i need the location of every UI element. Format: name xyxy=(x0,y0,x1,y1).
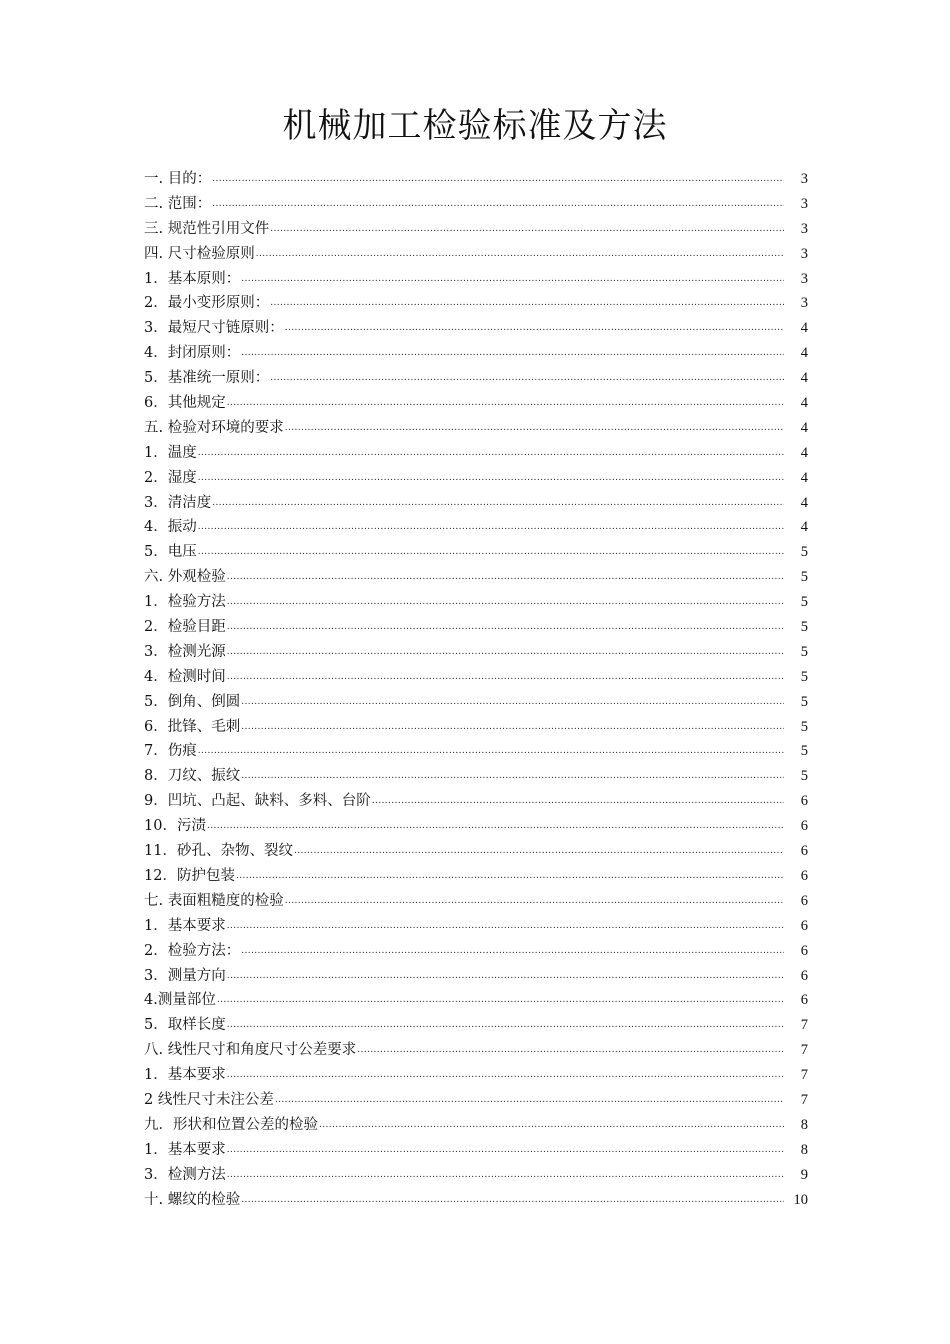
toc-entry-label: 六. 外观检验 xyxy=(144,569,226,586)
toc-entry-page-number: 6 xyxy=(800,917,808,934)
dot-leader xyxy=(270,291,784,316)
toc-entry[interactable] xyxy=(144,267,808,292)
toc-entry[interactable] xyxy=(144,864,808,889)
dot-leader xyxy=(227,1013,784,1038)
toc-entry-label: 5．基准统一原则： xyxy=(144,370,270,387)
toc-entry-page-number: 10 xyxy=(793,1191,808,1208)
dot-leader xyxy=(270,366,784,391)
toc-entry-page-number: 5 xyxy=(800,743,808,760)
toc-entry-label: 11．砂孔、杂物、裂纹 xyxy=(144,843,293,860)
dot-leader xyxy=(275,1088,784,1113)
toc-entry[interactable] xyxy=(144,739,808,764)
toc-entry-label: 二. 范围： xyxy=(144,195,212,212)
document-title: 机械加工检验标准及方法 xyxy=(282,106,668,146)
toc-entry[interactable] xyxy=(144,1038,808,1063)
toc-entry-page-number: 6 xyxy=(800,942,808,959)
toc-entry-page-number: 4 xyxy=(800,395,808,412)
table-of-contents xyxy=(144,167,808,1212)
toc-entry[interactable] xyxy=(144,690,808,715)
toc-entry-page-number: 3 xyxy=(800,220,808,237)
dot-leader xyxy=(212,192,784,217)
toc-entry[interactable] xyxy=(144,964,808,989)
toc-entry-label: 2 线性尺寸未注公差 xyxy=(144,1091,274,1108)
toc-entry-label: 5．电压 xyxy=(144,544,197,561)
dot-leader xyxy=(227,615,784,640)
toc-entry-page-number: 6 xyxy=(800,892,808,909)
toc-entry-page-number: 7 xyxy=(800,1067,808,1084)
dot-leader xyxy=(227,1138,784,1163)
toc-entry-page-number: 6 xyxy=(800,867,808,884)
toc-entry-label: 4．封闭原则： xyxy=(144,345,241,362)
dot-leader xyxy=(241,715,784,740)
toc-entry-label: 1．基本要求 xyxy=(144,1141,226,1158)
toc-entry-label: 1．基本要求 xyxy=(144,917,226,934)
toc-entry[interactable] xyxy=(144,839,808,864)
dot-leader xyxy=(241,267,784,292)
toc-entry-page-number: 5 xyxy=(800,718,808,735)
dot-leader xyxy=(198,739,784,764)
toc-entry-page-number: 5 xyxy=(800,668,808,685)
toc-entry[interactable] xyxy=(144,441,808,466)
toc-entry[interactable] xyxy=(144,615,808,640)
dot-leader xyxy=(227,640,784,665)
toc-entry-label: 1．温度 xyxy=(144,444,197,461)
toc-entry-page-number: 6 xyxy=(800,793,808,810)
toc-entry[interactable] xyxy=(144,217,808,242)
toc-entry-page-number: 8 xyxy=(800,1116,808,1133)
toc-entry-page-number: 3 xyxy=(800,270,808,287)
toc-entry[interactable] xyxy=(144,565,808,590)
toc-entry[interactable] xyxy=(144,814,808,839)
toc-entry-label: 9．凹坑、凸起、缺料、多料、台阶 xyxy=(144,793,371,810)
toc-entry-label: 12．防护包装 xyxy=(144,867,235,884)
dot-leader xyxy=(319,1113,784,1138)
dot-leader xyxy=(372,789,784,814)
toc-entry-page-number: 7 xyxy=(800,1091,808,1108)
toc-entry[interactable] xyxy=(144,242,808,267)
toc-entry-label: 2．最小变形原则： xyxy=(144,295,270,312)
dot-leader xyxy=(227,964,784,989)
toc-entry[interactable] xyxy=(144,540,808,565)
toc-entry-page-number: 4 xyxy=(800,519,808,536)
toc-entry-label: 3．检测光源 xyxy=(144,643,226,660)
toc-entry-page-number: 6 xyxy=(800,818,808,835)
toc-entry-label: 2．检验目距 xyxy=(144,619,226,636)
toc-entry-label: 3．检测方法 xyxy=(144,1166,226,1183)
toc-entry-page-number: 5 xyxy=(800,768,808,785)
toc-entry-page-number: 3 xyxy=(800,171,808,187)
toc-entry-label: 4．振动 xyxy=(144,519,197,536)
toc-entry-label: 10．污渍 xyxy=(144,818,206,835)
dot-leader xyxy=(227,391,784,416)
dot-leader xyxy=(198,441,784,466)
toc-entry-label: 七. 表面粗糙度的检验 xyxy=(144,892,284,909)
toc-entry-page-number: 6 xyxy=(800,843,808,860)
toc-entry-page-number: 4 xyxy=(800,320,808,337)
toc-entry-page-number: 5 xyxy=(800,594,808,611)
toc-entry-page-number: 6 xyxy=(800,967,808,984)
toc-entry[interactable] xyxy=(144,889,808,914)
toc-entry[interactable] xyxy=(144,1163,808,1188)
toc-entry[interactable] xyxy=(144,192,808,217)
dot-leader xyxy=(256,242,784,267)
dot-leader xyxy=(227,1063,784,1088)
toc-entry-label: 1．检验方法 xyxy=(144,594,226,611)
toc-entry-label: 3．测量方向 xyxy=(144,967,226,984)
toc-entry-page-number: 8 xyxy=(800,1141,808,1158)
toc-entry[interactable] xyxy=(144,1088,808,1113)
toc-entry-label: 3．最短尺寸链原则： xyxy=(144,320,284,337)
toc-entry-label: 十. 螺纹的检验 xyxy=(144,1191,241,1208)
toc-entry-label: 三. 规范性引用文件 xyxy=(144,220,270,237)
toc-entry-page-number: 4 xyxy=(800,345,808,362)
toc-entry[interactable] xyxy=(144,391,808,416)
toc-entry-page-number: 5 xyxy=(800,544,808,561)
dot-leader xyxy=(241,1188,784,1213)
toc-entry-page-number: 3 xyxy=(800,195,808,212)
toc-entry-page-number: 4 xyxy=(800,419,808,436)
toc-entry[interactable] xyxy=(144,640,808,665)
dot-leader xyxy=(207,814,784,839)
toc-entry-label: 7．伤痕 xyxy=(144,743,197,760)
toc-entry-label: 四. 尺寸检验原则 xyxy=(144,245,255,262)
dot-leader xyxy=(241,341,784,366)
toc-entry-label: 1．基本要求 xyxy=(144,1067,226,1084)
dot-leader xyxy=(227,665,784,690)
toc-entry[interactable] xyxy=(144,366,808,391)
toc-entry-label: 1．基本原则： xyxy=(144,270,241,287)
toc-entry[interactable] xyxy=(144,1013,808,1038)
toc-entry-page-number: 4 xyxy=(800,444,808,461)
toc-entry[interactable] xyxy=(144,1063,808,1088)
dot-leader xyxy=(198,466,784,491)
dot-leader xyxy=(270,217,784,242)
toc-entry[interactable] xyxy=(144,715,808,740)
toc-entry-label: 8．刀纹、振纹 xyxy=(144,768,241,785)
toc-entry-label: 5．倒角、倒圆 xyxy=(144,693,241,710)
toc-entry[interactable] xyxy=(144,789,808,814)
dot-leader xyxy=(241,764,784,789)
toc-entry-label: 九．形状和位置公差的检验 xyxy=(144,1116,318,1133)
toc-entry-label: 6．批锋、毛刺 xyxy=(144,718,241,735)
dot-leader xyxy=(241,690,784,715)
toc-entry-page-number: 3 xyxy=(800,295,808,312)
toc-entry-page-number: 5 xyxy=(800,693,808,710)
toc-entry-label: 6．其他规定 xyxy=(144,395,226,412)
toc-entry-label: 3．清洁度 xyxy=(144,494,212,511)
dot-leader xyxy=(227,590,784,615)
toc-entry-label: 4．检测时间 xyxy=(144,668,226,685)
dot-leader xyxy=(285,889,784,914)
dot-leader xyxy=(212,167,784,192)
toc-entry[interactable] xyxy=(144,1113,808,1138)
toc-entry-label: 2．检验方法： xyxy=(144,942,241,959)
dot-leader xyxy=(227,565,784,590)
toc-entry-page-number: 7 xyxy=(800,1017,808,1034)
toc-entry-page-number: 4 xyxy=(800,469,808,486)
toc-entry[interactable] xyxy=(144,515,808,540)
toc-entry-label: 5．取样长度 xyxy=(144,1017,226,1034)
toc-entry-label: 五. 检验对环境的要求 xyxy=(144,419,284,436)
toc-entry[interactable] xyxy=(144,416,808,441)
toc-entry-page-number: 4 xyxy=(800,370,808,387)
toc-entry[interactable] xyxy=(144,665,808,690)
toc-entry[interactable] xyxy=(144,1138,808,1163)
toc-entry-label: 4.测量部位 xyxy=(144,992,216,1009)
dot-leader xyxy=(285,316,784,341)
toc-entry-page-number: 7 xyxy=(800,1042,808,1059)
toc-entry-label: 2．湿度 xyxy=(144,469,197,486)
toc-entry-page-number: 6 xyxy=(800,992,808,1009)
dot-leader xyxy=(241,939,784,964)
dot-leader xyxy=(236,864,784,889)
toc-entry[interactable] xyxy=(144,291,808,316)
toc-entry[interactable] xyxy=(144,1188,808,1213)
toc-entry[interactable] xyxy=(144,341,808,366)
toc-entry[interactable] xyxy=(144,491,808,516)
toc-entry[interactable] xyxy=(144,914,808,939)
toc-entry[interactable] xyxy=(144,939,808,964)
dot-leader xyxy=(227,1163,784,1188)
toc-entry-label: 八. 线性尺寸和角度尺寸公差要求 xyxy=(144,1042,357,1059)
toc-entry[interactable] xyxy=(144,590,808,615)
toc-entry[interactable] xyxy=(144,764,808,789)
toc-entry-page-number: 5 xyxy=(800,569,808,586)
toc-entry-page-number: 5 xyxy=(800,643,808,660)
dot-leader xyxy=(285,416,784,441)
dot-leader xyxy=(227,914,784,939)
toc-entry-page-number: 5 xyxy=(800,619,808,636)
dot-leader xyxy=(212,491,784,516)
toc-entry-label: 一. 目的： xyxy=(144,171,212,187)
dot-leader xyxy=(217,988,784,1013)
toc-entry-page-number: 4 xyxy=(800,494,808,511)
toc-entry-page-number: 9 xyxy=(800,1166,808,1183)
toc-entry[interactable] xyxy=(144,167,808,192)
dot-leader xyxy=(294,839,784,864)
toc-entry[interactable] xyxy=(144,466,808,491)
toc-entry[interactable] xyxy=(144,316,808,341)
dot-leader xyxy=(357,1038,784,1063)
dot-leader xyxy=(198,515,784,540)
toc-entry[interactable] xyxy=(144,988,808,1013)
dot-leader xyxy=(198,540,784,565)
toc-entry-page-number: 3 xyxy=(800,245,808,262)
